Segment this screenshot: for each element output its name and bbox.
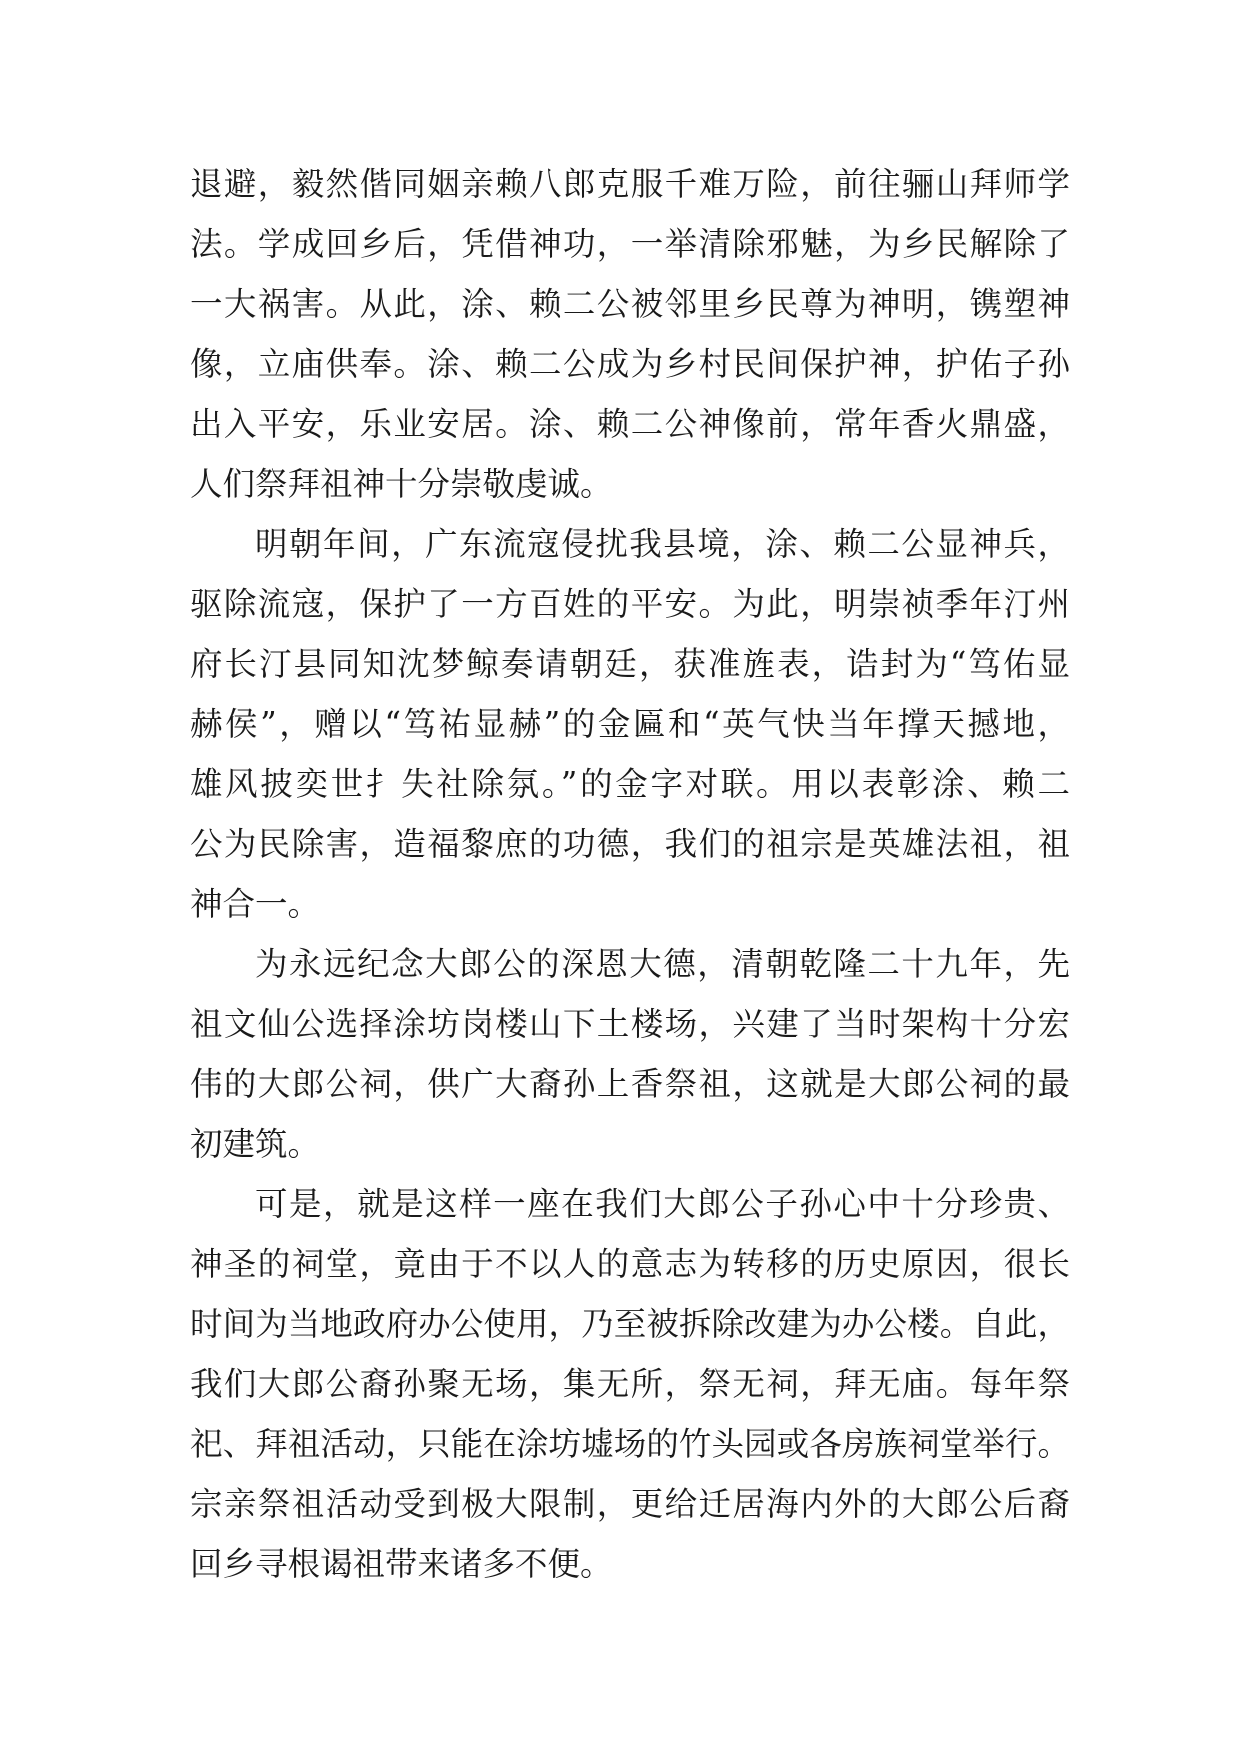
text-line: 赫侯”，赠以“笃祐显赫”的金匾和“英气快当年撑天撼地， — [190, 705, 1070, 743]
text-line: 府长汀县同知沈梦鲸奏请朝廷，获准旌表，诰封为“笃佑显 — [190, 645, 1070, 683]
text-line: 退避，毅然偕同姻亲赖八郎克服千难万险，前往骊山拜师学 — [190, 165, 1070, 203]
text-line: 一大祸害。从此，涂、赖二公被邻里乡民尊为神明，镌塑神 — [190, 285, 1070, 323]
text-line: 祖文仙公选择涂坊岗楼山下土楼场，兴建了当时架构十分宏 — [190, 1005, 1070, 1043]
text-line: 可是，就是这样一座在我们大郎公子孙心中十分珍贵、 — [255, 1185, 1070, 1223]
text-line: 雄风披奕世扌失社除氛。”的金字对联。用以表彰涂、赖二 — [190, 765, 1070, 803]
text-line: 宗亲祭祖活动受到极大限制，更给迁居海内外的大郎公后裔 — [190, 1485, 1070, 1523]
text-line: 我们大郎公裔孙聚无场，集无所，祭无祠，拜无庙。每年祭 — [190, 1365, 1070, 1403]
text-line: 时间为当地政府办公使用，乃至被拆除改建为办公楼。自此， — [190, 1305, 1070, 1343]
text-line: 公为民除害，造福黎庶的功德，我们的祖宗是英雄法祖，祖 — [190, 825, 1070, 863]
text-line: 明朝年间，广东流寇侵扰我县境，涂、赖二公显神兵， — [255, 525, 1070, 563]
text-line: 神合一。 — [190, 885, 321, 923]
text-line: 人们祭拜祖神十分崇敬虔诚。 — [190, 465, 613, 503]
text-line: 祀、拜祖活动，只能在涂坊墟场的竹头园或各房族祠堂举行。 — [190, 1425, 1070, 1463]
text-line: 驱除流寇，保护了一方百姓的平安。为此，明崇祯季年汀州 — [190, 585, 1070, 623]
text-line: 初建筑。 — [190, 1125, 321, 1163]
text-line: 像，立庙供奉。涂、赖二公成为乡村民间保护神，护佑子孙 — [190, 345, 1070, 383]
text-line: 为永远纪念大郎公的深恩大德，清朝乾隆二十九年，先 — [255, 945, 1070, 983]
text-line: 回乡寻根谒祖带来诸多不便。 — [190, 1545, 613, 1583]
text-line: 伟的大郎公祠，供广大裔孙上香祭祖，这就是大郎公祠的最 — [190, 1065, 1070, 1103]
text-line: 出入平安，乐业安居。涂、赖二公神像前，常年香火鼎盛， — [190, 405, 1070, 443]
text-line: 神圣的祠堂，竟由于不以人的意志为转移的历史原因，很长 — [190, 1245, 1070, 1283]
body-text — [190, 154, 1070, 1594]
text-line: 法。学成回乡后，凭借神功，一举清除邪魅，为乡民解除了 — [190, 225, 1070, 263]
